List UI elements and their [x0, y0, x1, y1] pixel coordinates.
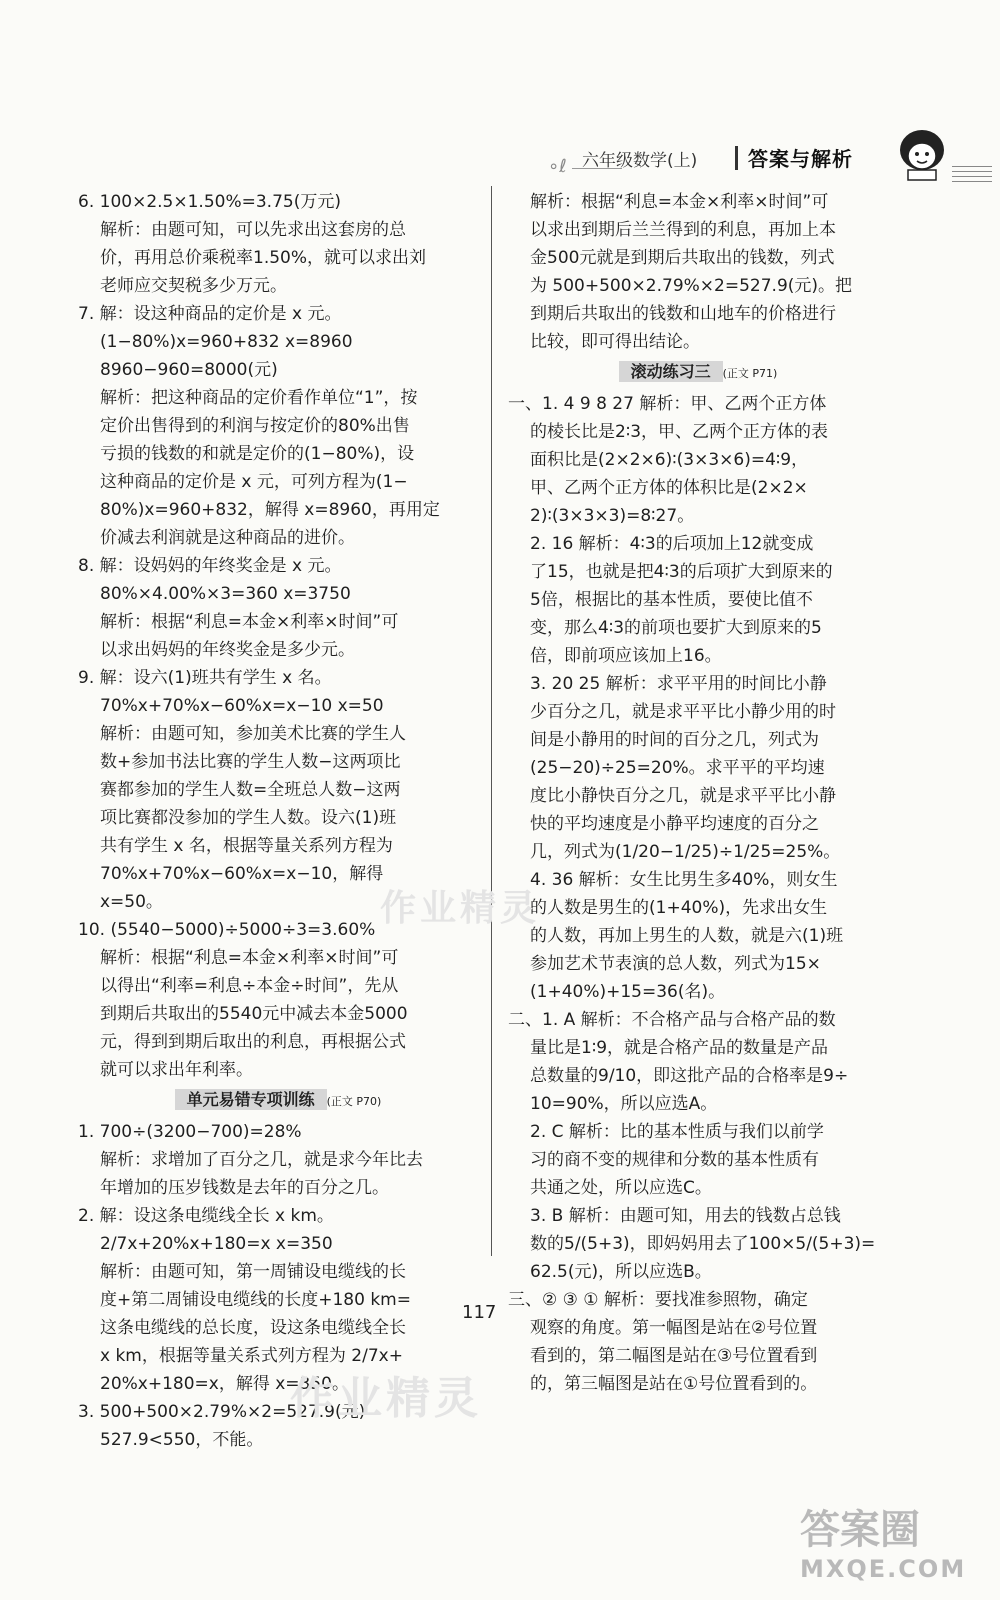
text-line: 10=90%，所以应选A。: [530, 1094, 718, 1114]
text-line: 间是小静用的时间的百分之几，列式为: [530, 730, 819, 750]
text-line: 一、1. 4 9 8 27 解析：甲、乙两个正方体: [508, 394, 827, 414]
text-line: 8960−960=8000(元): [100, 360, 278, 380]
text-line: 解析：由题可知，参加美术比赛的学生人: [100, 724, 406, 744]
text-line: 变，那么4∶3的前项也要扩大到原来的5: [530, 618, 822, 638]
section-heading-label: 滚动练习三: [619, 361, 723, 382]
text-line: x=50。: [100, 892, 163, 912]
text-line: 亏损的钱数的和就是定价的(1−80%)，设: [100, 444, 415, 464]
text-line: (1−80%)x=960+832 x=8960: [100, 332, 353, 352]
text-line: 20%x+180=x，解得 x=350。: [100, 1374, 349, 1394]
text-line: 的人数，再加上男生的人数，就是六(1)班: [530, 926, 844, 946]
text-line: 9. 解：设六(1)班共有学生 x 名。: [78, 668, 332, 688]
text-line: 年增加的压岁钱数是去年的百分之几。: [100, 1178, 389, 1198]
section-heading: [78, 1086, 478, 1116]
text-line: 少百分之几，就是求平平比小静少用的时: [530, 702, 836, 722]
text-line: 2)∶(3×3×3)=8∶27。: [530, 506, 695, 526]
text-line: 参加艺术节表演的总人数，列式为15×: [530, 954, 821, 974]
text-line: 以得出“利率=利息÷本金÷时间”，先从: [100, 976, 399, 996]
text-line: 2. C 解析：比的基本性质与我们以前学: [530, 1122, 824, 1142]
text-line: 这条电缆线的总长度，设这条电缆线全长: [100, 1318, 406, 1338]
text-line: 62.5(元)，所以应选B。: [530, 1262, 712, 1282]
ornament-icon: ∘ℓ: [548, 156, 567, 177]
text-line: 二、1. A 解析：不合格产品与合格产品的数: [508, 1010, 836, 1030]
logo-url: MXQE.COM: [800, 1555, 967, 1583]
text-line: 几，列式为(1/20−1/25)÷1/25=25%。: [530, 842, 841, 862]
text-line: 解析：根据“利息=本金×利率×时间”可: [100, 612, 399, 632]
text-line: 80%)x=960+832，解得 x=8960，再用定: [100, 500, 440, 520]
text-line: 以求出到期后兰兰得到的利息，再加上本: [530, 220, 836, 240]
text-line: 比较，即可得出结论。: [530, 332, 700, 352]
text-line: 6. 100×2.5×1.50%=3.75(万元): [78, 192, 341, 212]
text-line: 70%x+70%x−60%x=x−10 x=50: [100, 696, 384, 716]
text-line: 了15，也就是把4∶3的后项扩大到原来的: [530, 562, 833, 582]
logo-text: 答案圈: [800, 1507, 920, 1553]
text-line: 解析：根据“利息=本金×利率×时间”可: [530, 192, 829, 212]
text-line: 7. 解：设这种商品的定价是 x 元。: [78, 304, 342, 324]
text-line: 解析：把这种商品的定价看作单位“1”，按: [100, 388, 418, 408]
column-divider: [491, 186, 492, 1256]
text-line: 8. 解：设妈妈的年终奖金是 x 元。: [78, 556, 342, 576]
text-line: 的，第三幅图是站在①号位置看到的。: [530, 1374, 818, 1394]
text-line: 解析：由题可知，第一周铺设电缆线的长: [100, 1262, 406, 1282]
text-line: 解析：求增加了百分之几，就是求今年比去: [100, 1150, 423, 1170]
text-line: 70%x+70%x−60%x=x−10，解得: [100, 864, 384, 884]
page-header: [520, 140, 990, 184]
text-line: 量比是1∶9，就是合格产品的数量是产品: [530, 1038, 829, 1058]
text-line: 1. 700÷(3200−700)=28%: [78, 1122, 302, 1142]
text-line: 2/7x+20%x+180=x x=350: [100, 1234, 333, 1254]
text-line: 3. 500+500×2.79%×2=527.9(元): [78, 1402, 366, 1422]
site-logo: [800, 1498, 980, 1593]
text-line: 2. 16 解析：4∶3的后项加上12就变成: [530, 534, 814, 554]
text-line: 为 500+500×2.79%×2=527.9(元)。把: [530, 276, 853, 296]
text-line: 总数量的9/10，即这批产品的合格率是9÷: [530, 1066, 849, 1086]
text-line: x km，根据等量关系式列方程为 2/7x+: [100, 1346, 403, 1366]
text-line: 527.9<550，不能。: [100, 1430, 264, 1450]
mascot-icon: [892, 124, 952, 184]
text-line: 面积比是(2×2×6)∶(3×3×6)=4∶9，: [530, 450, 809, 470]
text-line: 三、② ③ ① 解析：要找准参照物，确定: [508, 1290, 808, 1310]
text-line: 以求出妈妈的年终奖金是多少元。: [100, 640, 355, 660]
text-line: 解析：根据“利息=本金×利率×时间”可: [100, 948, 399, 968]
header-separator: [735, 146, 738, 170]
text-line: 的棱长比是2∶3，甲、乙两个正方体的表: [530, 422, 829, 442]
text-line: 解析：由题可知，可以先求出这套房的总: [100, 220, 406, 240]
text-line: 价减去利润就是这种商品的进价。: [100, 528, 355, 548]
text-line: 3. 20 25 解析：求平平用的时间比小静: [530, 674, 827, 694]
text-line: 快的平均速度是小静平均速度的百分之: [530, 814, 819, 834]
text-line: 项比赛都没参加的学生人数。设六(1)班: [100, 808, 397, 828]
text-line: 5倍，根据比的基本性质，要使比值不: [530, 590, 813, 610]
section-page-ref: (正文 P71): [722, 367, 778, 380]
text-line: 观察的角度。第一幅图是站在②号位置: [530, 1318, 818, 1338]
text-line: 定价出售得到的利润与按定价的80%出售: [100, 416, 410, 436]
text-line: 元，得到到期后取出的利息，再根据公式: [100, 1032, 406, 1052]
text-line: 金500元就是到期后共取出的钱数，列式: [530, 248, 835, 268]
text-line: 习的商不变的规律和分数的基本性质有: [530, 1150, 819, 1170]
right-column: [508, 188, 888, 1398]
left-column: [78, 188, 478, 1454]
text-line: 价，再用总价乘税率1.50%，就可以求出刘: [100, 248, 427, 268]
text-line: 共通之处，所以应选C。: [530, 1178, 712, 1198]
text-line: 赛都参加的学生人数=全班总人数−这两: [100, 780, 401, 800]
text-line: 就可以求出年利率。: [100, 1060, 253, 1080]
text-line: 这种商品的定价是 x 元，可列方程为(1−: [100, 472, 408, 492]
header-subtitle: 六年级数学(上): [582, 151, 698, 171]
text-line: (25−20)÷25=20%。求平平的平均速: [530, 758, 825, 778]
header-title: 答案与解析: [748, 147, 853, 171]
text-line: (1+40%)+15=36(名)。: [530, 982, 726, 1002]
text-line: 甲、乙两个正方体的体积比是(2×2×: [530, 478, 808, 498]
text-line: 的人数是男生的(1+40%)，先求出女生: [530, 898, 828, 918]
watermark: 作业精灵: [380, 888, 541, 929]
text-line: 度比小静快百分之几，就是求平平比小静: [530, 786, 836, 806]
text-line: 数+参加书法比赛的学生人数−这两项比: [100, 752, 401, 772]
text-line: 数的5/(5+3)，即妈妈用去了100×5/(5+3)=: [530, 1234, 876, 1254]
section-heading: [508, 358, 888, 388]
text-line: 2. 解：设这条电缆线全长 x km。: [78, 1206, 334, 1226]
text-line: 4. 36 解析：女生比男生多40%，则女生: [530, 870, 838, 890]
text-line: 倍，即前项应该加上16。: [530, 646, 722, 666]
text-line: 10. (5540−5000)÷5000÷3=3.60%: [78, 920, 376, 940]
text-line: 到期后共取出的5540元中减去本金5000: [100, 1004, 408, 1024]
section-page-ref: (正文 P70): [326, 1095, 382, 1108]
text-line: 共有学生 x 名，根据等量关系列方程为: [100, 836, 393, 856]
text-line: 老师应交契税多少万元。: [100, 276, 287, 296]
watermark: 作业精灵: [290, 1373, 482, 1424]
page-number: 117: [462, 1302, 497, 1323]
header-deco-lines: [952, 166, 992, 186]
text-line: 3. B 解析：由题可知，用去的钱数占总钱: [530, 1206, 841, 1226]
text-line: 看到的，第二幅图是站在③号位置看到: [530, 1346, 818, 1366]
text-line: 80%×4.00%×3=360 x=3750: [100, 584, 351, 604]
text-line: 度+第二周铺设电缆线的长度+180 km=: [100, 1290, 411, 1310]
section-heading-label: 单元易错专项训练: [175, 1089, 327, 1110]
text-line: 到期后共取出的钱数和山地车的价格进行: [530, 304, 836, 324]
